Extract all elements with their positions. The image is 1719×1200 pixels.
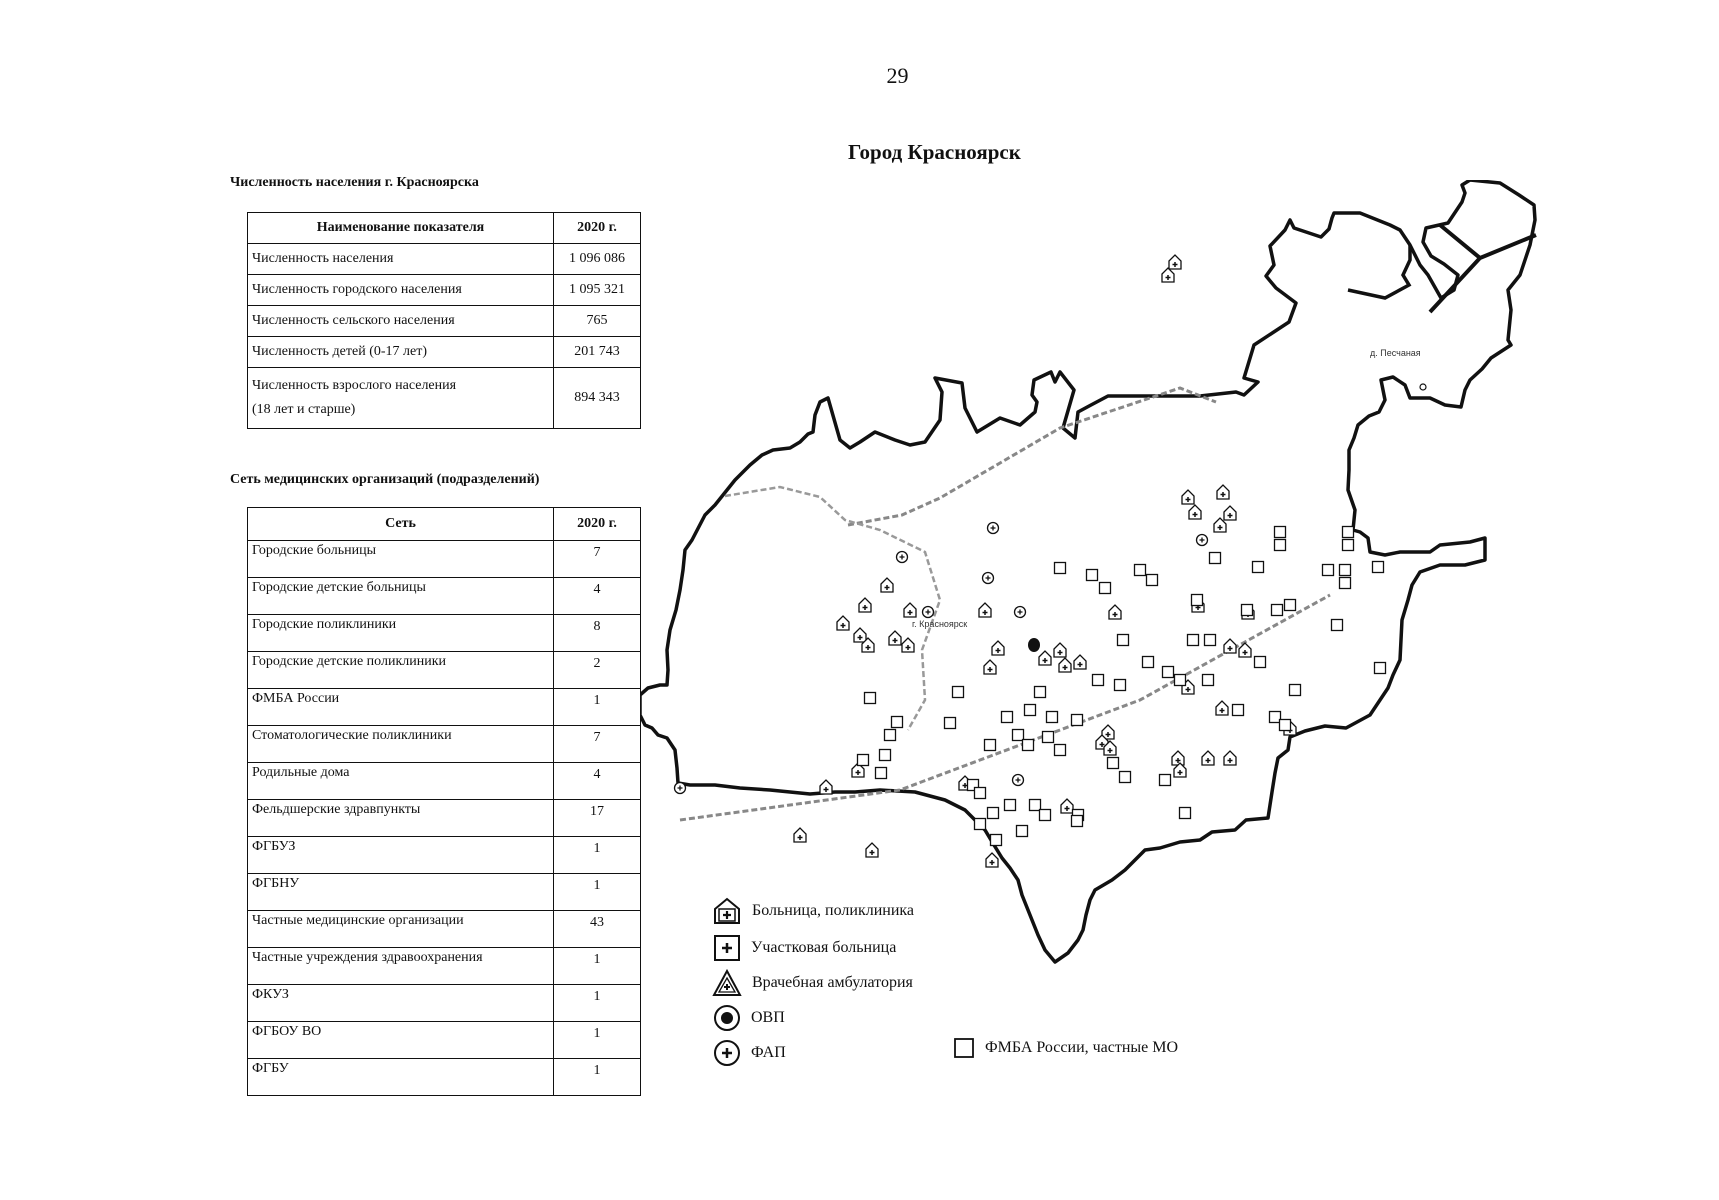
table-row xyxy=(248,911,641,948)
square-icon xyxy=(953,1037,975,1059)
row-name: ФКУЗ xyxy=(248,985,554,1022)
legend-label: Участковая больница xyxy=(751,939,897,956)
page-number: 29 xyxy=(886,63,909,88)
table-row xyxy=(248,368,641,429)
legend-item-ovp xyxy=(713,1004,785,1032)
city-label: г. Красноярск xyxy=(912,619,968,629)
row-value: 1 xyxy=(554,1059,641,1096)
table-row xyxy=(248,1022,641,1059)
hospital-icon xyxy=(712,897,742,925)
row-name: Численность сельского населения xyxy=(248,306,554,337)
row-name: Частные учреждения здравоохранения xyxy=(248,948,554,985)
row-value: 4 xyxy=(554,578,641,615)
row-name: Частные медицинские организации xyxy=(248,911,554,948)
table-header-row xyxy=(248,508,641,541)
legend-item-ambulatory xyxy=(712,969,913,997)
row-name-line1: Численность взрослого населения xyxy=(252,378,457,393)
ambulatory-icon xyxy=(712,969,742,997)
row-value: 1 xyxy=(554,874,641,911)
table-row xyxy=(248,306,641,337)
row-value: 1 xyxy=(554,689,641,726)
railway-line xyxy=(848,388,1216,525)
boundary-line xyxy=(1430,225,1536,312)
fap-icon xyxy=(713,1039,741,1067)
row-name: ФГБУЗ xyxy=(248,837,554,874)
row-value: 201 743 xyxy=(554,337,641,368)
village-marker xyxy=(1420,384,1426,390)
legend-label: Больница, поликлиника xyxy=(752,902,915,919)
legend-label: Врачебная амбулатория xyxy=(752,974,913,991)
ovp-icon xyxy=(713,1004,741,1032)
row-name: ФГБНУ xyxy=(248,874,554,911)
row-value: 4 xyxy=(554,763,641,800)
row-name: ФМБА России xyxy=(248,689,554,726)
legend-item-fmba xyxy=(953,1037,1178,1059)
legend-label: ФМБА России, частные МО xyxy=(985,1039,1179,1056)
legend-item-fap xyxy=(713,1039,786,1067)
row-name: ФГБУ xyxy=(248,1059,554,1096)
boundary-spur xyxy=(1348,245,1410,298)
legend-label: ОВП xyxy=(751,1009,785,1026)
row-name xyxy=(248,368,554,429)
row-name: Численность населения xyxy=(248,244,554,275)
row-name-line2: (18 лет и старше) xyxy=(252,402,356,417)
table-row xyxy=(248,689,641,726)
population-heading: Численность населения г. Красноярска xyxy=(230,175,479,190)
column-header: 2020 г. xyxy=(554,508,641,541)
network-heading: Сеть медицинских организаций (подразделений) xyxy=(230,472,540,487)
table-row xyxy=(248,275,641,306)
table-row xyxy=(248,985,641,1022)
population-table xyxy=(247,212,641,429)
row-value: 765 xyxy=(554,306,641,337)
network-table xyxy=(247,507,641,1096)
table-row xyxy=(248,615,641,652)
column-header: 2020 г. xyxy=(554,213,641,244)
map-markers xyxy=(675,255,1386,867)
row-value: 43 xyxy=(554,911,641,948)
row-name: Численность детей (0-17 лет) xyxy=(248,337,554,368)
table-row xyxy=(248,337,641,368)
row-value: 1 096 086 xyxy=(554,244,641,275)
table-row xyxy=(248,874,641,911)
legend-item-hospital xyxy=(712,897,914,925)
table-row xyxy=(248,541,641,578)
table-row xyxy=(248,244,641,275)
row-name: Стоматологические поликлиники xyxy=(248,726,554,763)
column-header: Наименование показателя xyxy=(248,213,554,244)
row-value: 8 xyxy=(554,615,641,652)
village-label: д. Песчаная xyxy=(1370,348,1421,358)
column-header: Сеть xyxy=(248,508,554,541)
table-row xyxy=(248,800,641,837)
table-row xyxy=(248,726,641,763)
table-row xyxy=(248,948,641,985)
row-name: Городские поликлиники xyxy=(248,615,554,652)
row-name: Родильные дома xyxy=(248,763,554,800)
row-value: 2 xyxy=(554,652,641,689)
row-value: 17 xyxy=(554,800,641,837)
legend-label: ФАП xyxy=(751,1044,786,1061)
row-name: ФГБОУ ВО xyxy=(248,1022,554,1059)
table-row xyxy=(248,763,641,800)
row-value: 1 xyxy=(554,948,641,985)
row-value: 7 xyxy=(554,726,641,763)
table-row xyxy=(248,652,641,689)
row-name: Городские детские больницы xyxy=(248,578,554,615)
row-name: Городские детские поликлиники xyxy=(248,652,554,689)
row-value: 7 xyxy=(554,541,641,578)
table-row xyxy=(248,1059,641,1096)
legend-item-district-hospital xyxy=(713,934,896,962)
row-name: Фельдшерские здравпункты xyxy=(248,800,554,837)
page-title: Город Красноярск xyxy=(848,140,1021,164)
table-header-row xyxy=(248,213,641,244)
row-value: 1 xyxy=(554,985,641,1022)
table-row xyxy=(248,578,641,615)
district-hospital-icon xyxy=(713,934,741,962)
table-row xyxy=(248,837,641,874)
row-value: 1 xyxy=(554,837,641,874)
row-name: Численность городского населения xyxy=(248,275,554,306)
row-value: 894 343 xyxy=(554,368,641,429)
row-value: 1 xyxy=(554,1022,641,1059)
row-name: Городские больницы xyxy=(248,541,554,578)
row-value: 1 095 321 xyxy=(554,275,641,306)
ovp-marker xyxy=(1028,638,1040,652)
